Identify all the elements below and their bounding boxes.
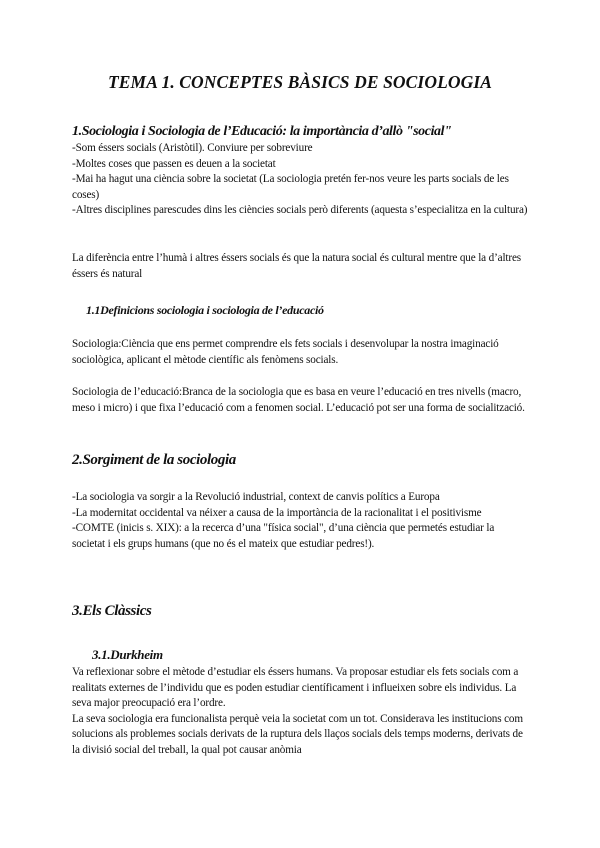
bullet: -COMTE (inicis s. XIX): a la recerca d’una "física social", d’una ciència que permetés estudiar la societat i els grups humans (que no és el mateix que estudiar pedres!).	[72, 522, 495, 550]
section-1-heading: 1.Sociologia i Sociologia de l’Educació: la importància d’allò "social"	[72, 124, 452, 139]
section-1-paragraph: La diferència entre l’humà i altres éssers socials és que la natura social és cultural mentre que la d’altres éssers és natural	[72, 252, 521, 280]
definition-sociologia: Sociologia:Ciència que ens permet comprendre els fets socials i desenvolupar la nostra imaginació sociològica, aplicant el mètode científic als fenòmens socials.	[72, 338, 499, 366]
bullet: -Mai ha hagut una ciència sobre la societat (La sociologia pretén fer-nos veure les parts socials de les coses)	[72, 173, 509, 201]
bullet: -Moltes coses que passen es deuen a la societat	[72, 157, 276, 170]
document-title: TEMA 1. CONCEPTES BÀSICS DE SOCIOLOGIA	[107, 72, 493, 92]
section-1-bullets	[72, 141, 528, 219]
bullet: -Som éssers socials (Aristòtil). Conviure per sobreviure	[72, 142, 313, 154]
paragraph: La seva sociologia era funcionalista perquè veia la societat com un tot. Considerava les institucions com solucions als problemes socials derivats de la ruptura dels llaços socials dels temps moderns, derivats de la divisió social del treball, la qual pot causar anòmia	[72, 712, 523, 756]
definition-sociologia-educacio: Sociologia de l’educació:Branca de la sociologia que es basa en veure l’educació en tres nivells (macro, meso i micro) i que fixa l’educació com a fenomen social. L’educació pot ser una forma de socialització.	[72, 386, 525, 414]
bullet: -La sociologia va sorgir a la Revolució industrial, context de canvis polítics a Europa	[72, 491, 440, 503]
bullet: -Altres disciplines parescudes dins les ciències socials però diferents (aquesta s’especialitza en la cultura)	[72, 204, 528, 217]
section-1-1-heading: 1.1Definicions sociologia i sociologia de l’educació	[86, 303, 324, 317]
section-3-1-paragraphs	[72, 665, 528, 759]
section-2-heading: 2.Sorgiment de la sociologia	[72, 452, 236, 468]
bullet: -La modernitat occidental va néixer a causa de la importància de la racionalitat i el positivisme	[72, 506, 482, 519]
paragraph: Va reflexionar sobre el mètode d’estudiar els éssers humans. Va proposar estudiar els fets socials com a realitats externes de l’individu que es poden estudiar científicament i influeixen sobre els individus. La seva major preocupació era l’ordre.	[72, 666, 519, 710]
section-3-1-heading: 3.1.Durkheim	[92, 647, 163, 662]
section-3-heading: 3.Els Clàssics	[72, 603, 152, 619]
section-2-bullets	[72, 490, 528, 552]
